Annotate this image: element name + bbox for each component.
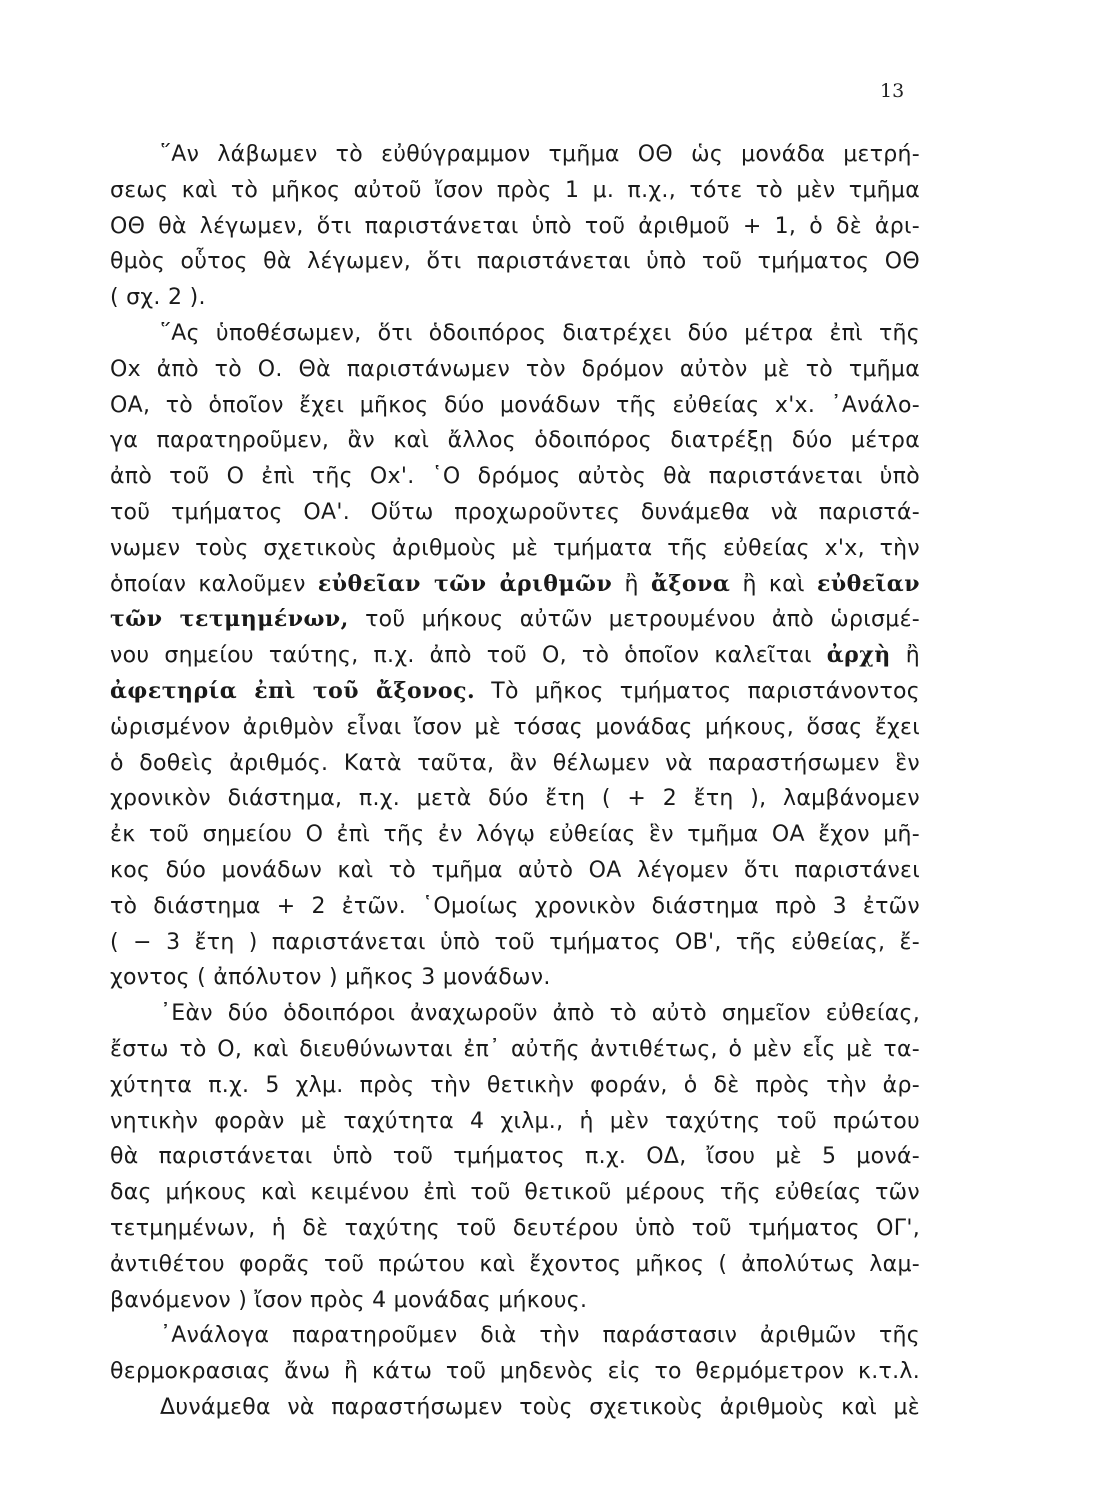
text-span: ἢ (612, 571, 651, 597)
text-line: τὸ διάστημα + 2 ἐτῶν. ῾Ομοίως χρονικὸν διάστημα πρὸ 3 ἐτῶν (110, 893, 920, 919)
text-line: ( − 3 ἔτη ) παριστάνεται ὑπὸ τοῦ τμήματος ΟΒ', τῆς εὐθείας, ἔ- (110, 929, 920, 955)
text-span: Τὸ μῆκος τμήματος παριστάνοντος (475, 678, 920, 704)
text-line: θερμοκρασιας ἄνω ἢ κάτω τοῦ μηδενὸς εἰς το θερμόμετρον κ.τ.λ. (110, 1359, 920, 1385)
term-origin: ἀρχὴ (826, 642, 891, 669)
text-line: τετμημένων, ἡ δὲ ταχύτης τοῦ δευτέρου ὑπὸ τοῦ τμήματος ΟΓ', (110, 1215, 920, 1241)
text-line: βανόμενον ) ἴσον πρὸς 4 μονάδας μήκους. (110, 1287, 588, 1313)
body-text (110, 137, 920, 1426)
text-line: ἀντιθέτου φορᾶς τοῦ πρώτου καὶ ἔχοντος μῆκος ( ἀπολύτως λαμ- (110, 1251, 920, 1277)
text-line: χοντος ( ἀπόλυτον ) μῆκος 3 μονάδων. (110, 965, 551, 991)
text-line: γα παρατηροῦμεν, ἂν καὶ ἄλλος ὁδοιπόρος διατρέξῃ δύο μέτρα (110, 428, 920, 454)
text-span: ἢ (890, 643, 920, 669)
text-line: ῞Αν λάβωμεν τὸ εὐθύγραμμον τμῆμα ΟΘ ὡς μονάδα μετρή- (160, 142, 920, 167)
term-starting-point: ἀφετηρία ἐπὶ τοῦ ἄξονος. (110, 677, 476, 704)
text-line (110, 602, 920, 638)
text-line: ὁ δοθεὶς ἀριθμός. Κατὰ ταῦτα, ἂν θέλωμεν νὰ παραστήσωμεν ἓν (110, 750, 920, 776)
text-line (110, 674, 920, 710)
term-axis: ἄξονα (650, 570, 731, 597)
text-line: σεως καὶ τὸ μῆκος αὐτοῦ ἴσον πρὸς 1 μ. π.χ., τότε τὸ μὲν τμῆμα (110, 177, 920, 203)
text-line: ῞Ας ὑποθέσωμεν, ὅτι ὁδοιπόρος διατρέχει δύο μέτρα ἐπὶ τῆς (160, 320, 920, 346)
text-line: ἔστω τὸ Ο, καὶ διευθύνωνται ἐπ᾿ αὐτῆς ἀντιθέτως, ὁ μὲν εἷς μὲ τα- (110, 1036, 920, 1062)
text-span: νου σημείου ταύτης, π.χ. ἀπὸ τοῦ Ο, τὸ ὁποῖον καλεῖται (110, 643, 827, 669)
text-line: θὰ παριστάνεται ὑπὸ τοῦ τμήματος π.χ. ΟΔ, ἴσου μὲ 5 μονά- (110, 1144, 920, 1170)
text-line: ΟΘ θὰ λέγωμεν, ὅτι παριστάνεται ὑπὸ τοῦ ἀριθμοῦ + 1, ὁ δὲ ἀρι- (110, 213, 920, 239)
text-line: χύτητα π.χ. 5 χλμ. πρὸς τὴν θετικὴν φοράν, ὁ δὲ πρὸς τὴν ἀρ- (110, 1072, 920, 1098)
text-line: ᾿Εὰν δύο ὁδοιπόροι ἀναχωροῦν ἀπὸ τὸ αὐτὸ σημεῖον εὐθείας, (160, 1001, 920, 1027)
text-line: ἐκ τοῦ σημείου Ο ἐπὶ τῆς ἐν λόγῳ εὐθείας ἓν τμῆμα ΟΑ ἔχον μῆ- (110, 822, 920, 848)
text-line: ᾿Ανάλογα παρατηροῦμεν διὰ τὴν παράστασιν ἀριθμῶν τῆς (160, 1323, 920, 1349)
term-abscissas: τῶν τετμημένων, (110, 606, 349, 633)
term-numbers-line: εὐθεῖαν τῶν ἀριθμῶν (317, 570, 613, 597)
text-line (110, 638, 920, 674)
text-span: ἢ καὶ (730, 571, 817, 597)
text-line (110, 567, 920, 603)
text-line: ἀπὸ τοῦ Ο ἐπὶ τῆς Οx'. ῾Ο δρόμος αὐτὸς θὰ παριστάνεται ὑπὸ (110, 464, 920, 490)
text-line: νωμεν τοὺς σχετικοὺς ἀριθμοὺς μὲ τμήματα τῆς εὐθείας x'x, τὴν (110, 535, 920, 561)
page-number: 13 (880, 80, 905, 102)
text-line: θμὸς οὗτος θὰ λέγωμεν, ὅτι παριστάνεται ὑπὸ τοῦ τμήματος ΟΘ (110, 249, 920, 275)
text-line: ΟΑ, τὸ ὁποῖον ἔχει μῆκος δύο μονάδων τῆς εὐθείας x'x. ᾿Ανάλο- (110, 392, 920, 418)
text-line: χρονικὸν διάστημα, π.χ. μετὰ δύο ἔτη ( + 2 ἔτη ), λαμβάνομεν (110, 786, 920, 812)
text-line: Οx ἀπὸ τὸ Ο. Θὰ παριστάνωμεν τὸν δρόμον αὐτὸν μὲ τὸ τμῆμα (110, 356, 920, 382)
text-line: τοῦ τμήματος ΟΑ'. Οὕτω προχωροῦντες δυνάμεθα νὰ παριστά- (110, 499, 920, 525)
text-line: νητικὴν φορὰν μὲ ταχύτητα 4 χιλμ., ἡ μὲν ταχύτης τοῦ πρώτου (110, 1108, 920, 1134)
text-span: τοῦ μήκους αὐτῶν μετρουμένου ἀπὸ ὡρισμέ- (348, 607, 920, 633)
text-line: ( σχ. 2 ). (110, 285, 206, 311)
term-line: εὐθεῖαν (816, 570, 920, 597)
text-line: δας μήκους καὶ κειμένου ἐπὶ τοῦ θετικοῦ μέρους τῆς εὐθείας τῶν (110, 1180, 920, 1206)
text-span: ὁποίαν καλοῦμεν (110, 571, 318, 597)
text-line: Δυνάμεθα νὰ παραστήσωμεν τοὺς σχετικοὺς ἀριθμοὺς καὶ μὲ (160, 1394, 920, 1420)
text-line: ὡρισμένον ἀριθμὸν εἶναι ἴσον μὲ τόσας μονάδας μήκους, ὅσας ἔχει (110, 714, 920, 740)
text-line: κος δύο μονάδων καὶ τὸ τμῆμα αὐτὸ ΟΑ λέγομεν ὅτι παριστάνει (110, 857, 920, 883)
